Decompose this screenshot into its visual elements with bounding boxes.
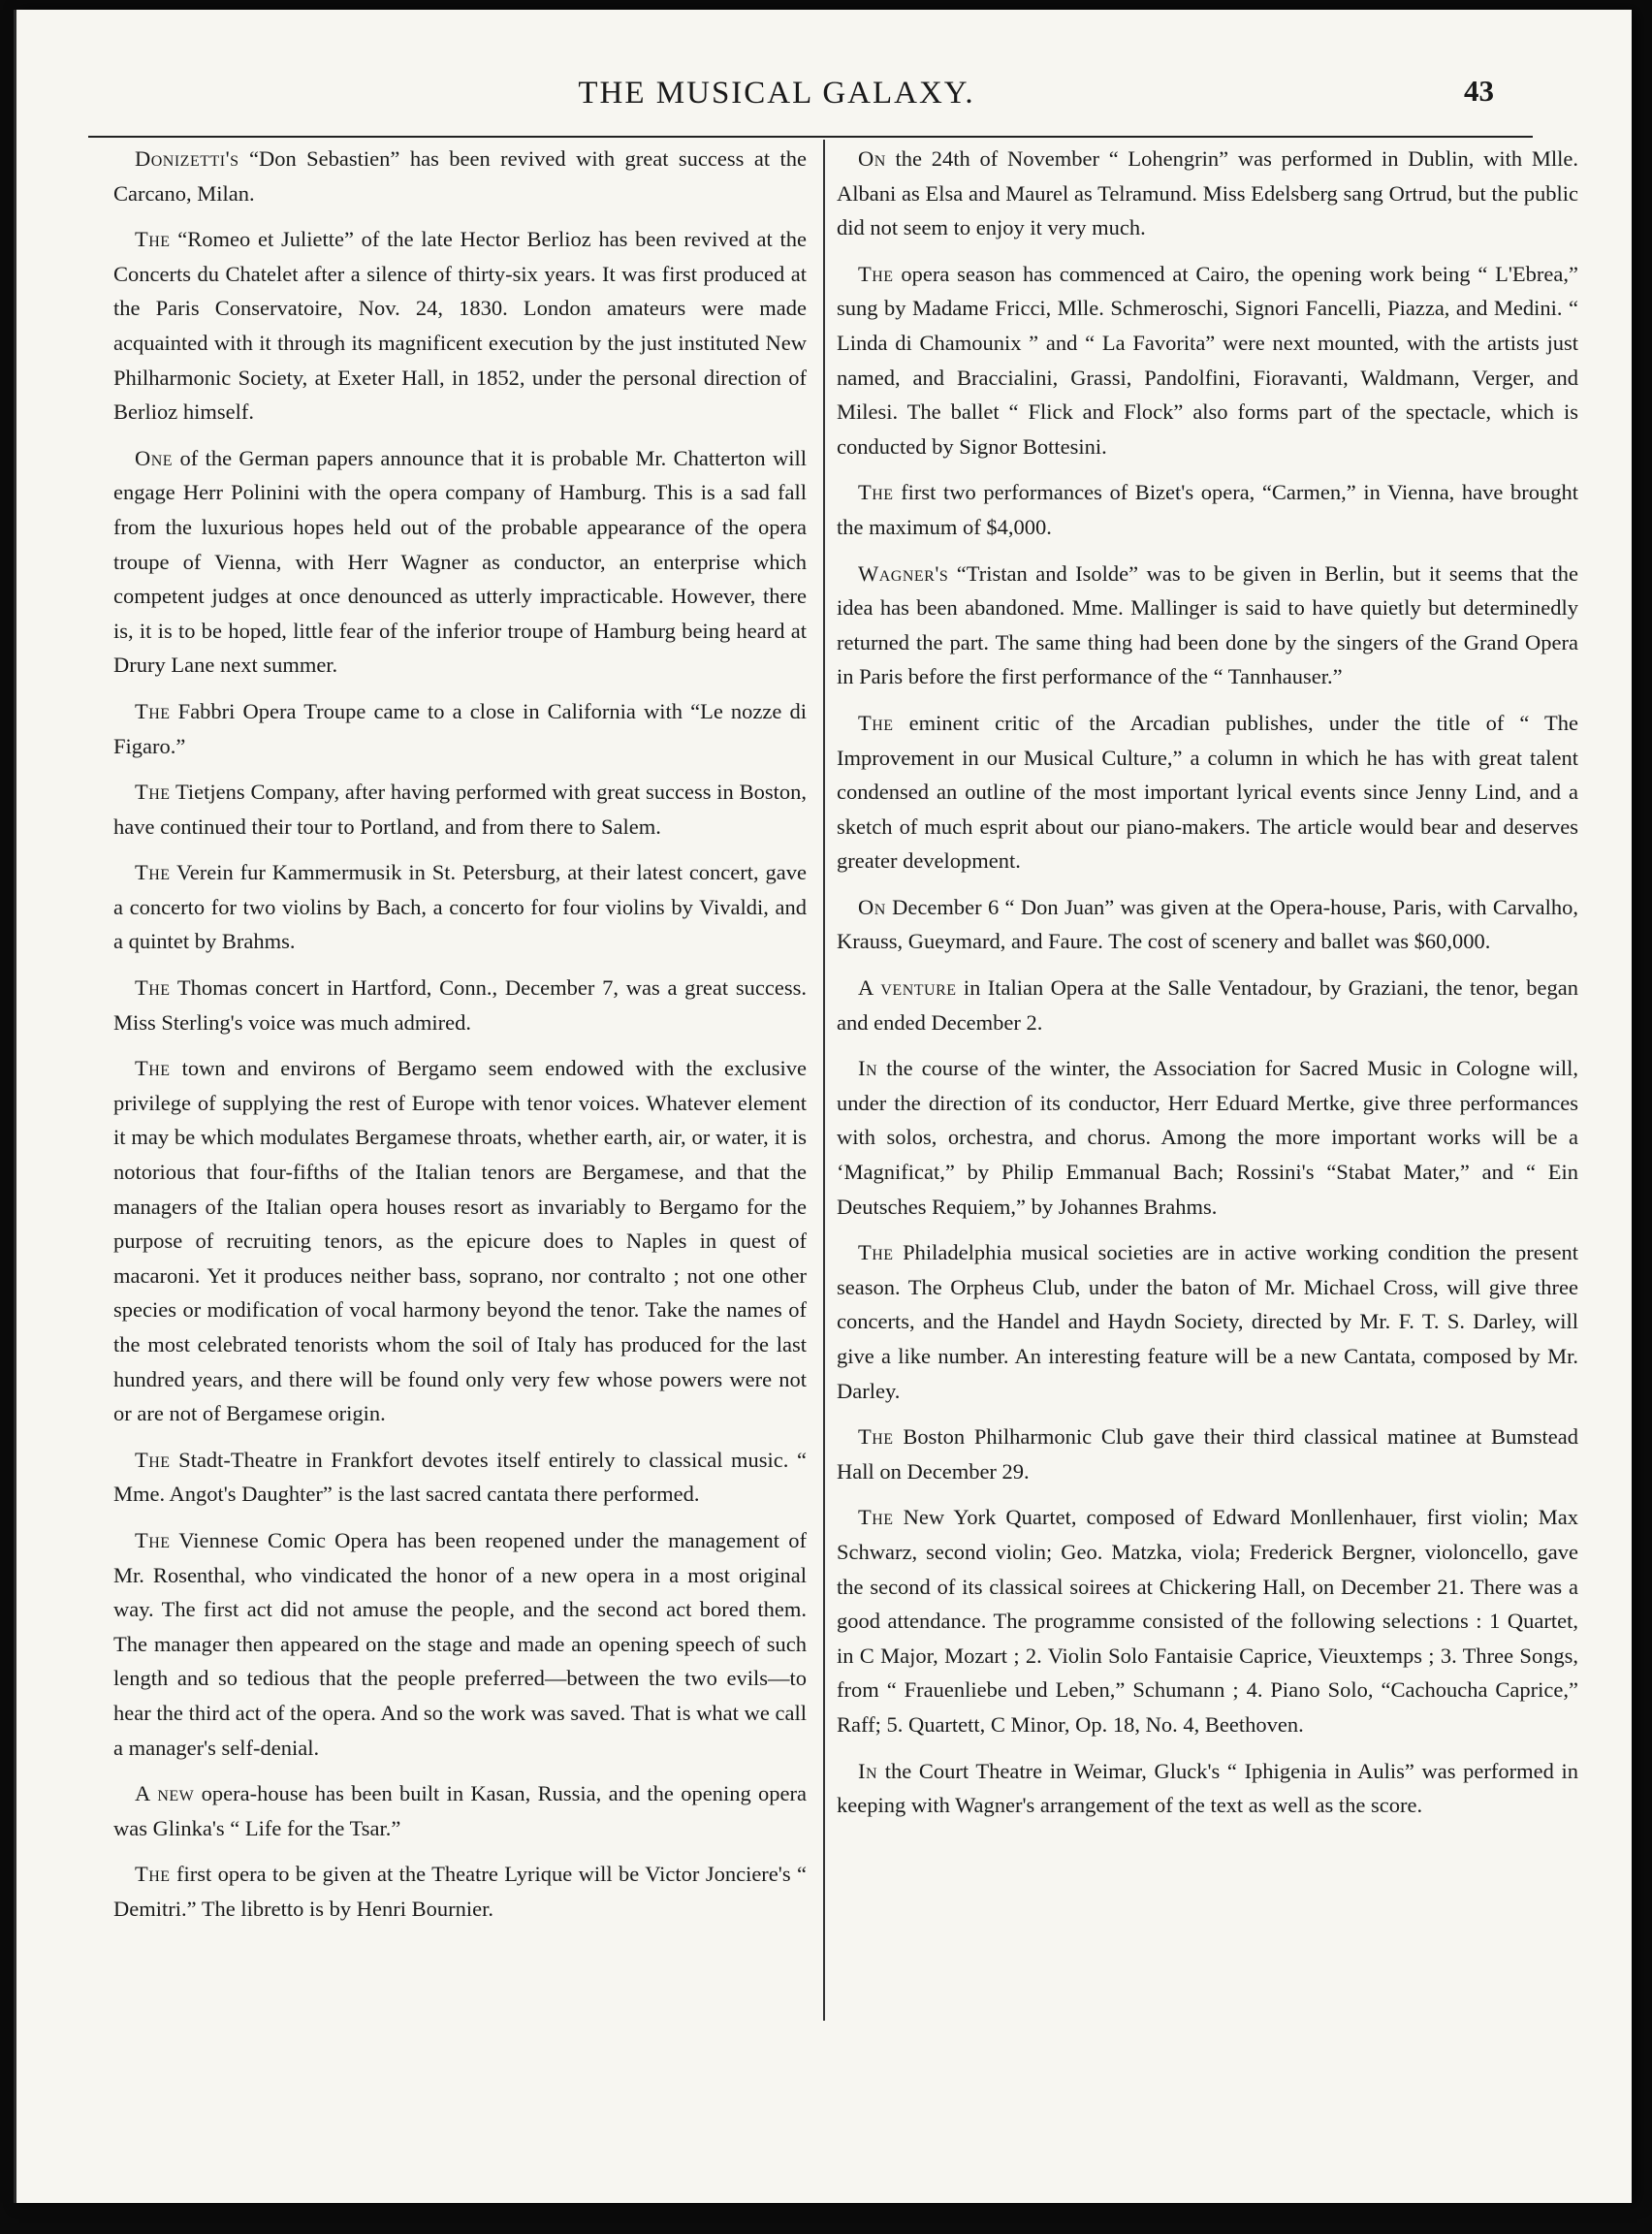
paragraph-text: town and environs of Bergamo seem endowed with the exclusive privilege of supplying the rest of Europe with tenor voices. Whatever element it may be which modulates Bergamese throats, whether earth, air, or water, it is notorious that four-fifths of the Italian tenors are Bergamese, and that the managers of the Italian opera houses resort as invariably to Bergamo for the purpose of recruiting tenors, as the epicure does to Naples in quest of macaroni. Yet it produces neither bass, soprano, nor contralto ; not one other species or modification of vocal harmony beyond the tenor. Take the names of the most celebrated tenorists whom the soil of Italy has produced for the last hundred years, and there will be found only very few whose powers were not or are not of Bergamese origin. — [113, 1056, 807, 1426]
paragraph-text: first two performances of Bizet's opera, “Carmen,” in Vienna, have brought the maximum of $4,000. — [837, 480, 1578, 539]
left-column — [113, 142, 807, 1938]
paragraph-text: New York Quartet, composed of Edward Monllenhauer, first violin; Max Schwarz, second violin; Geo. Matzka, viola; Frederick Bergner, violoncello, gave the second of its classical soirees at Chickering Hall, on December 21. There was a good attendance. The programme consisted of the following selections : 1 Quartet, in C Major, Mozart ; 2. Violin Solo Fantaisie Caprice, Vieuxtemps ; 3. Three Songs, from “ Frauenliebe und Leben,” Schumann ; 4. Piano Solo, “Cachoucha Caprice,” Raff; 5. Quartett, C Minor, Op. 18, No. 4, Beethoven. — [837, 1505, 1578, 1737]
paragraph-text: the Court Theatre in Weimar, Gluck's “ Iphigenia in Aulis” was performed in keeping with Wagner's arrangement of the text as well as the score. — [837, 1758, 1578, 1818]
news-paragraph — [837, 890, 1578, 959]
paragraph-lead: The — [135, 698, 171, 723]
paragraph-lead: One — [135, 445, 174, 470]
news-paragraph — [113, 694, 807, 763]
news-paragraph — [113, 142, 807, 210]
paragraph-text: eminent critic of the Arcadian publishes, under the title of “ The Improvement in our Musical Culture,” a column in which he has with great talent condensed an outline of the most important lyrical events since Jenny Lind, and a sketch of much esprit about our piano-makers. The article would bear and deserves greater development. — [837, 710, 1578, 874]
news-paragraph — [113, 1523, 807, 1765]
paragraph-text: Viennese Comic Opera has been reopened under the management of Mr. Rosenthal, who vindicated the honor of a new opera in a most original way. The first act did not amuse the people, and the second act bored them. The manager then appeared on the stage and made an opening speech of such length and so tedious that the people preferred—between the two evils—to hear the third act of the opera. And so the work was saved. That is what we call a manager's self-denial. — [113, 1527, 807, 1760]
paragraph-lead: The — [135, 1527, 171, 1552]
paragraph-lead: The — [858, 1505, 894, 1530]
paragraph-text: in Italian Opera at the Salle Ventadour, by Graziani, the tenor, began and ended December 2. — [837, 975, 1578, 1035]
paragraph-lead: Wagner's — [858, 560, 949, 586]
news-paragraph — [113, 855, 807, 959]
paragraph-text: Thomas concert in Hartford, Conn., December 7, was a great success. Miss Sterling's voice was much admired. — [113, 975, 807, 1035]
paragraph-lead: The — [135, 227, 171, 252]
paragraph-lead: The — [858, 480, 894, 505]
paragraph-text: Verein fur Kammermusik in St. Petersburg, at their latest concert, gave a concerto for two violins by Bach, a concerto for four violins by Vivaldi, and a quintet by Brahms. — [113, 860, 807, 954]
news-paragraph — [113, 1857, 807, 1926]
news-paragraph — [113, 441, 807, 683]
page-number: 43 — [1464, 74, 1494, 108]
paragraph-text: the 24th of November “ Lohengrin” was performed in Dublin, with Mlle. Albani as Elsa and Maurel as Telramund. Miss Edelsberg sang Ortrud, but the public did not seem to enjoy it very much. — [837, 146, 1578, 240]
paragraph-text: “Don Sebastien” has been revived with great success at the Carcano, Milan. — [113, 146, 807, 206]
news-paragraph — [837, 557, 1578, 694]
news-paragraph — [113, 222, 807, 430]
page — [14, 10, 1632, 2203]
paragraph-text: the course of the winter, the Association for Sacred Music in Cologne will, under the direction of its conductor, Herr Eduard Mertke, give three performances with solos, orchestra, and chorus. Among the more important works will be a ‘Magnificat,” by Philip Emmanual Bach; Rossini's “Stabat Mater,” and “ Ein Deutsches Requiem,” by Johannes Brahms. — [837, 1056, 1578, 1219]
news-paragraph — [837, 1500, 1578, 1741]
paragraph-text: opera-house has been built in Kasan, Russia, and the opening opera was Glinka's “ Life for the Tsar.” — [113, 1781, 808, 1840]
paragraph-text: December 6 “ Don Juan” was given at the Opera-house, Paris, with Carvalho, Krauss, Gueymard, and Faure. The cost of scenery and ballet was $60,000. — [837, 894, 1578, 954]
paragraph-text: “Tristan and Isolde” was to be given in Berlin, but it seems that the idea has been abandoned. Mme. Mallinger is said to have quietly but determinedly returned the part. The same thing had been done by the singers of the Grand Opera in Paris before the first performance of the “ Tannhauser.” — [837, 560, 1578, 689]
paragraph-text: of the German papers announce that it is probable Mr. Chatterton will engage Herr Polinini with the opera company of Hamburg. This is a sad fall from the luxurious hopes held out of the probable appearance of the opera troupe of Vienna, with Herr Wagner as conductor, an enterprise which competent judges at once denounced as utterly impracticable. However, there is, it is to be hoped, little fear of the inferior troupe of Hamburg being heard at Drury Lane next summer. — [113, 445, 807, 678]
paragraph-lead: In — [858, 1758, 878, 1783]
paragraph-text: “Romeo et Juliette” of the late Hector Berlioz has been revived at the Concerts du Chatelet after a silence of thirty-six years. It was first produced at the Paris Conservatoire, Nov. 24, 1830. London amateurs were made acquainted with it through its magnificent execution by the just instituted New Philharmonic Society, at Exeter Hall, in 1852, under the personal direction of Berlioz himself. — [113, 227, 807, 425]
right-column — [837, 142, 1578, 1835]
paragraph-lead: The — [135, 1447, 171, 1472]
news-paragraph — [113, 1443, 807, 1512]
news-paragraph — [837, 1051, 1578, 1224]
paragraph-lead: A new — [135, 1781, 195, 1806]
paragraph-text: opera season has commenced at Cairo, the opening work being “ L'Ebrea,” sung by Madame Fricci, Mlle. Schmeroschi, Signori Fancelli, Piazza, and Medini. “ Linda di Chamounix ” and “ La Favorita” were next mounted, with the artists just named, and Braccialini, Grassi, Pandolfini, Fioravanti, Waldmann, Verger, and Milesi. The ballet “ Flick and Flock” also forms part of the spectacle, which is conducted by Signor Bottesini. — [837, 261, 1578, 459]
news-paragraph — [837, 1420, 1578, 1488]
column-divider — [823, 140, 825, 2021]
paragraph-lead: On — [858, 146, 886, 171]
news-paragraph — [837, 1235, 1578, 1408]
paragraph-lead: The — [858, 261, 894, 286]
news-paragraph — [837, 1754, 1578, 1823]
paragraph-lead: The — [858, 1240, 894, 1265]
paragraph-lead: The — [135, 975, 171, 1001]
paragraph-lead: The — [858, 710, 894, 735]
paragraph-lead: Donizetti's — [135, 146, 239, 171]
paragraph-text: first opera to be given at the Theatre Lyrique will be Victor Jonciere's “ Demitri.” The libretto is by Henri Bournier. — [113, 1862, 807, 1921]
news-paragraph — [113, 971, 807, 1039]
paragraph-lead: In — [858, 1056, 878, 1081]
paragraph-lead: The — [858, 1424, 894, 1450]
header-rule — [88, 136, 1533, 138]
paragraph-lead: The — [135, 860, 171, 885]
paragraph-text: Boston Philharmonic Club gave their third classical matinee at Bumstead Hall on December 29. — [837, 1424, 1578, 1484]
paragraph-text: Stadt-Theatre in Frankfort devotes itself entirely to classical music. “ Mme. Angot's Daughter” is the last sacred cantata there performed. — [113, 1447, 807, 1507]
page-header — [88, 58, 1494, 116]
news-paragraph — [113, 1776, 807, 1845]
news-paragraph — [837, 475, 1578, 544]
paragraph-text: Tietjens Company, after having performed with great success in Boston, have continued their tour to Portland, and from there to Salem. — [113, 780, 807, 839]
news-paragraph — [113, 775, 807, 844]
paragraph-lead: On — [858, 894, 886, 919]
news-paragraph — [837, 142, 1578, 245]
paragraph-lead: A venture — [858, 975, 957, 1001]
paragraph-lead: The — [135, 1862, 171, 1887]
news-paragraph — [837, 257, 1578, 464]
news-paragraph — [837, 706, 1578, 878]
paragraph-text: Philadelphia musical societies are in active working condition the present season. The Orpheus Club, under the baton of Mr. Michael Cross, will give three concerts, and the Handel and Haydn Society, directed by Mr. F. T. S. Darley, will give a like number. An interesting feature will be a new Cantata, composed by Mr. Darley. — [837, 1240, 1578, 1403]
paragraph-lead: The — [135, 1056, 171, 1081]
news-paragraph — [113, 1051, 807, 1431]
running-head: THE MUSICAL GALAXY. — [578, 76, 975, 111]
paragraph-lead: The — [135, 780, 171, 805]
paragraph-text: Fabbri Opera Troupe came to a close in California with “Le nozze di Figaro.” — [113, 698, 807, 758]
news-paragraph — [837, 971, 1578, 1039]
